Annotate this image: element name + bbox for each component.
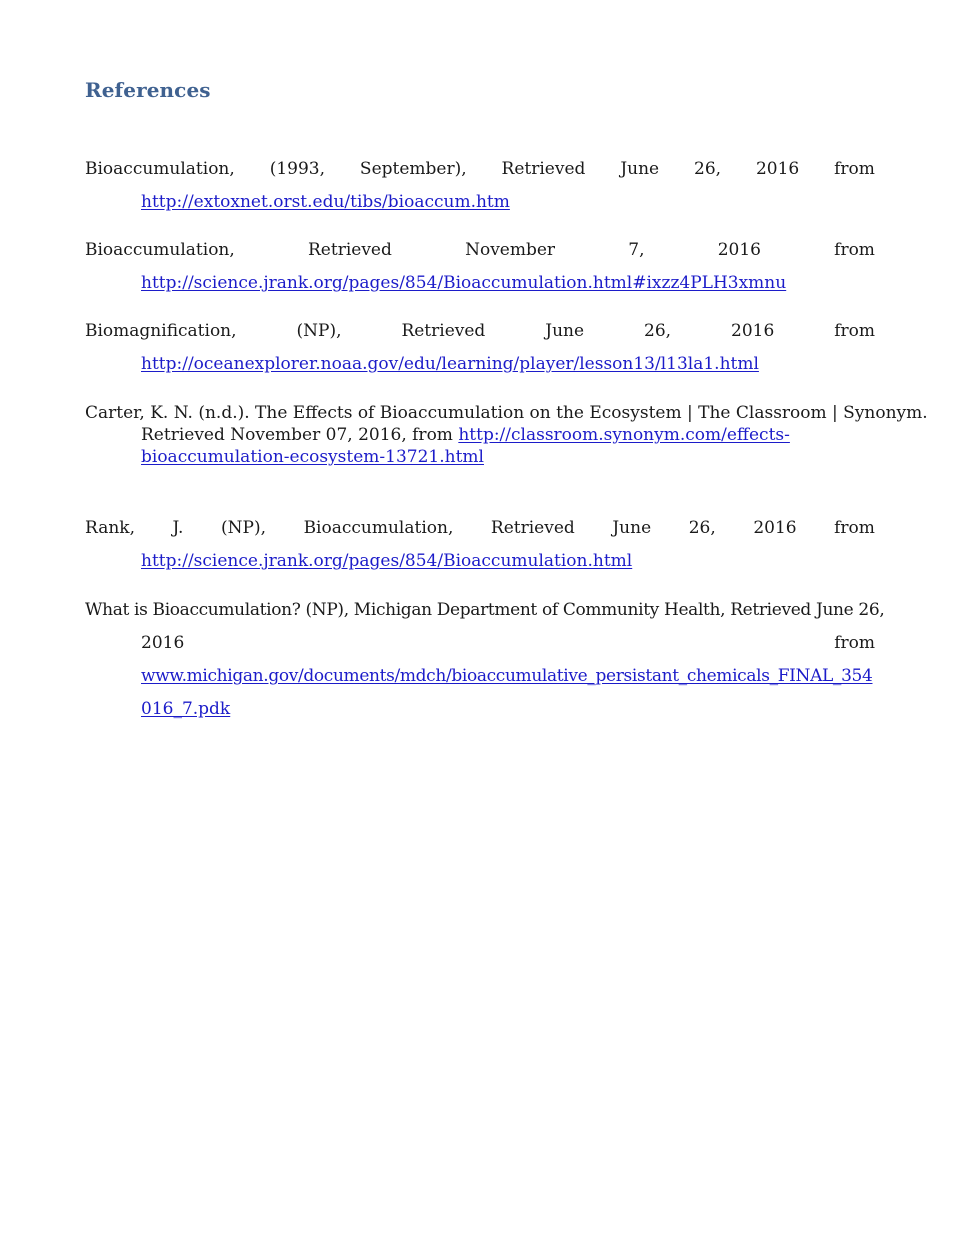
reference-link[interactable]: www.michigan.gov/documents/mdch/bioaccumulative_persistant_chemicals_FINAL_354: [141, 666, 873, 686]
reference-entry-carter: [85, 402, 928, 468]
reference-citation-line: Carter, K. N. (n.d.). The Effects of Bioaccumulation on the Ecosystem | The Classroom | Synonym.: [85, 403, 928, 423]
references-heading: References: [85, 78, 211, 102]
reference-entry-rank: [85, 512, 875, 578]
reference-entry-bioaccumulation-jrank: [85, 234, 875, 300]
reference-entry-michigan: [85, 594, 885, 726]
reference-link[interactable]: http://oceanexplorer.noaa.gov/edu/learning/player/lesson13/l13la1.html: [141, 354, 759, 374]
reference-citation-line: Biomagnification, (NP), Retrieved June 26, 2016 from: [85, 321, 875, 341]
reference-citation-line-2: 2016 from: [141, 633, 875, 653]
reference-retrieved-text: Retrieved November 07, 2016, from: [141, 425, 459, 445]
reference-link[interactable]: http://classroom.synonym.com/effects-: [458, 425, 790, 445]
reference-citation-line: Rank, J. (NP), Bioaccumulation, Retrieved June 26, 2016 from: [85, 518, 875, 538]
reference-link[interactable]: http://science.jrank.org/pages/854/Bioaccumulation.html#ixzz4PLH3xmnu: [141, 273, 787, 293]
reference-link-continued[interactable]: 016_7.pdk: [141, 699, 231, 719]
reference-citation-line: What is Bioaccumulation? (NP), Michigan Department of Community Health, Retrieved June 26,: [85, 600, 885, 620]
reference-entry-biomagnification: [85, 315, 875, 381]
reference-link[interactable]: http://extoxnet.orst.edu/tibs/bioaccum.htm: [141, 192, 510, 212]
reference-link[interactable]: http://science.jrank.org/pages/854/Bioaccumulation.html: [141, 551, 633, 571]
reference-citation-line: Bioaccumulation, (1993, September), Retrieved June 26, 2016 from: [85, 159, 875, 179]
reference-citation-line: Bioaccumulation, Retrieved November 7, 2016 from: [85, 240, 875, 260]
reference-entry-bioaccumulation-1993: [85, 153, 875, 219]
reference-link-continued[interactable]: bioaccumulation-ecosystem-13721.html: [141, 447, 484, 467]
